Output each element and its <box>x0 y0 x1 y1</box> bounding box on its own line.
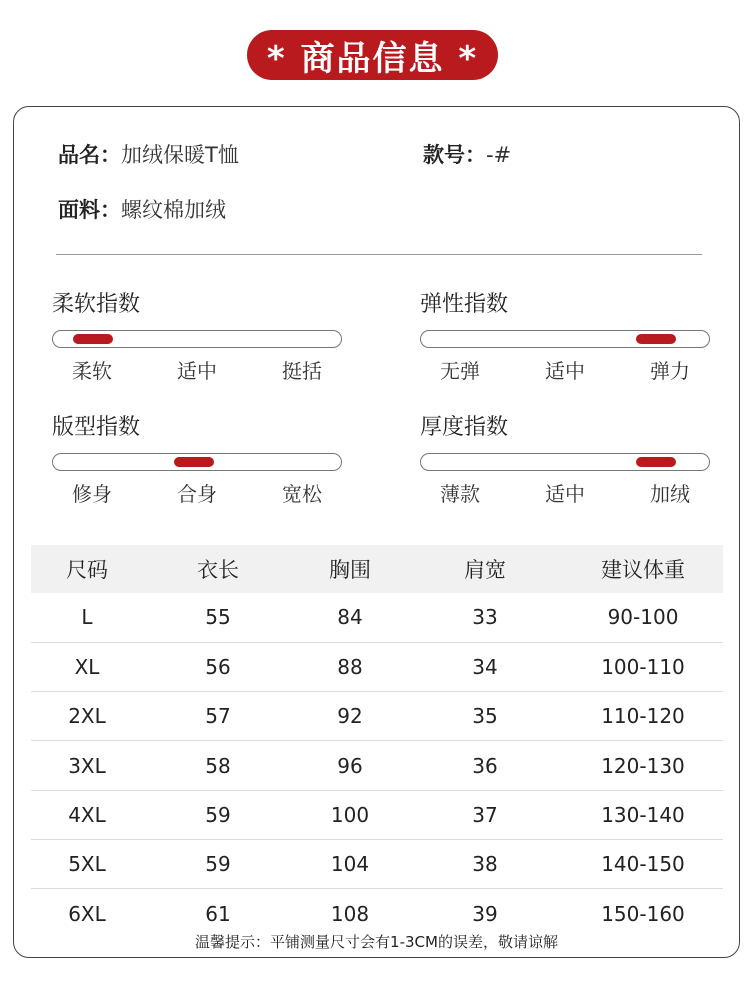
table-cell: 4XL <box>31 790 143 839</box>
table-cell: 104 <box>293 839 407 888</box>
scale-label: 无弹 <box>440 359 480 383</box>
table-cell: 34 <box>407 642 563 691</box>
table-cell: 58 <box>143 741 293 790</box>
table-row <box>31 790 723 839</box>
table-cell: 84 <box>293 593 407 642</box>
thickness-scale <box>420 413 710 507</box>
fabric-value: 螺纹棉加绒 <box>121 198 226 222</box>
table-cell: 38 <box>407 839 563 888</box>
table-row <box>31 692 723 741</box>
table-cell: 6XL <box>68 901 106 926</box>
scale-labels <box>420 478 710 507</box>
scale-label: 加绒 <box>650 482 690 506</box>
table-cell: 55 <box>143 593 293 642</box>
table-cell: 3XL <box>31 741 143 790</box>
table-cell: 37 <box>407 790 563 839</box>
product-name-label: 品名： <box>58 143 121 167</box>
divider <box>56 254 702 255</box>
table-cell: 57 <box>143 692 293 741</box>
scale-labels <box>52 355 342 384</box>
scale-title: 弹性指数 <box>420 292 509 317</box>
measurement-note: 温馨提示：平铺测量尺寸会有1-3CM的误差，敬请谅解 <box>195 933 558 951</box>
table-cell: 35 <box>407 692 563 741</box>
table-cell: 2XL <box>31 692 143 741</box>
scale-title: 柔软指数 <box>52 292 141 317</box>
table-cell: 36 <box>407 741 563 790</box>
scale-title: 版型指数 <box>52 415 141 440</box>
scale-title: 厚度指数 <box>420 415 509 440</box>
style-number-row <box>423 139 511 169</box>
scale-track <box>52 453 342 471</box>
column-header: 肩宽 <box>407 545 563 593</box>
scale-track <box>420 453 710 471</box>
scale-label: 合身 <box>177 482 217 506</box>
page-title: * 商品信息 * <box>247 30 498 80</box>
scale-labels <box>420 355 710 384</box>
fabric-label: 面料： <box>58 198 121 222</box>
softness-scale <box>52 290 342 384</box>
table-row <box>31 741 723 790</box>
table-cell: 90-100 <box>563 593 723 642</box>
table-cell: 120-130 <box>563 741 723 790</box>
table-cell: 5XL <box>31 839 143 888</box>
scale-label: 挺括 <box>282 359 322 383</box>
table-cell: 96 <box>293 741 407 790</box>
scale-indicator <box>636 457 676 467</box>
table-cell: L <box>31 593 143 642</box>
scale-label: 适中 <box>545 359 585 383</box>
product-name-value: 加绒保暖T恤 <box>121 143 239 167</box>
table-cell: 100-110 <box>563 642 723 691</box>
product-name-row <box>58 139 239 169</box>
table-cell: 100 <box>293 790 407 839</box>
fit-scale <box>52 413 342 507</box>
scale-indicator <box>174 457 214 467</box>
scale-label: 修身 <box>72 482 112 506</box>
table-header-row <box>31 545 723 593</box>
table-cell: XL <box>31 642 143 691</box>
table-cell: 92 <box>293 692 407 741</box>
product-info-card <box>13 106 740 958</box>
scale-label: 宽松 <box>282 482 322 506</box>
scale-track <box>52 330 342 348</box>
scale-indicator <box>73 334 113 344</box>
style-number-value: -# <box>486 143 512 167</box>
table-cell: 110-120 <box>563 692 723 741</box>
table-cell: 108 <box>330 901 370 926</box>
table-cell: 56 <box>143 642 293 691</box>
table-row <box>31 642 723 691</box>
size-table <box>31 545 723 938</box>
scale-label: 适中 <box>545 482 585 506</box>
table-cell: 61 <box>205 901 231 926</box>
table-cell: 88 <box>293 642 407 691</box>
table-cell: 59 <box>143 839 293 888</box>
table-row <box>31 593 723 642</box>
table-cell: 39 <box>472 901 498 926</box>
table-cell: 33 <box>407 593 563 642</box>
scale-label: 薄款 <box>440 482 480 506</box>
column-header: 衣长 <box>143 545 293 593</box>
style-number-label: 款号： <box>423 143 486 167</box>
table-row <box>31 839 723 888</box>
table-cell: 59 <box>143 790 293 839</box>
table-cell: 140-150 <box>563 839 723 888</box>
column-header: 尺码 <box>31 545 143 593</box>
elasticity-scale <box>420 290 710 384</box>
scale-label: 弹力 <box>650 359 690 383</box>
table-cell: 150-160 <box>601 901 685 926</box>
scale-indicator <box>636 334 676 344</box>
column-header: 建议体重 <box>563 545 723 593</box>
scale-label: 柔软 <box>72 359 112 383</box>
table-cell: 130-140 <box>563 790 723 839</box>
fabric-row <box>58 194 226 224</box>
scale-track <box>420 330 710 348</box>
scale-labels <box>52 478 342 507</box>
scale-label: 适中 <box>177 359 217 383</box>
column-header: 胸围 <box>293 545 407 593</box>
